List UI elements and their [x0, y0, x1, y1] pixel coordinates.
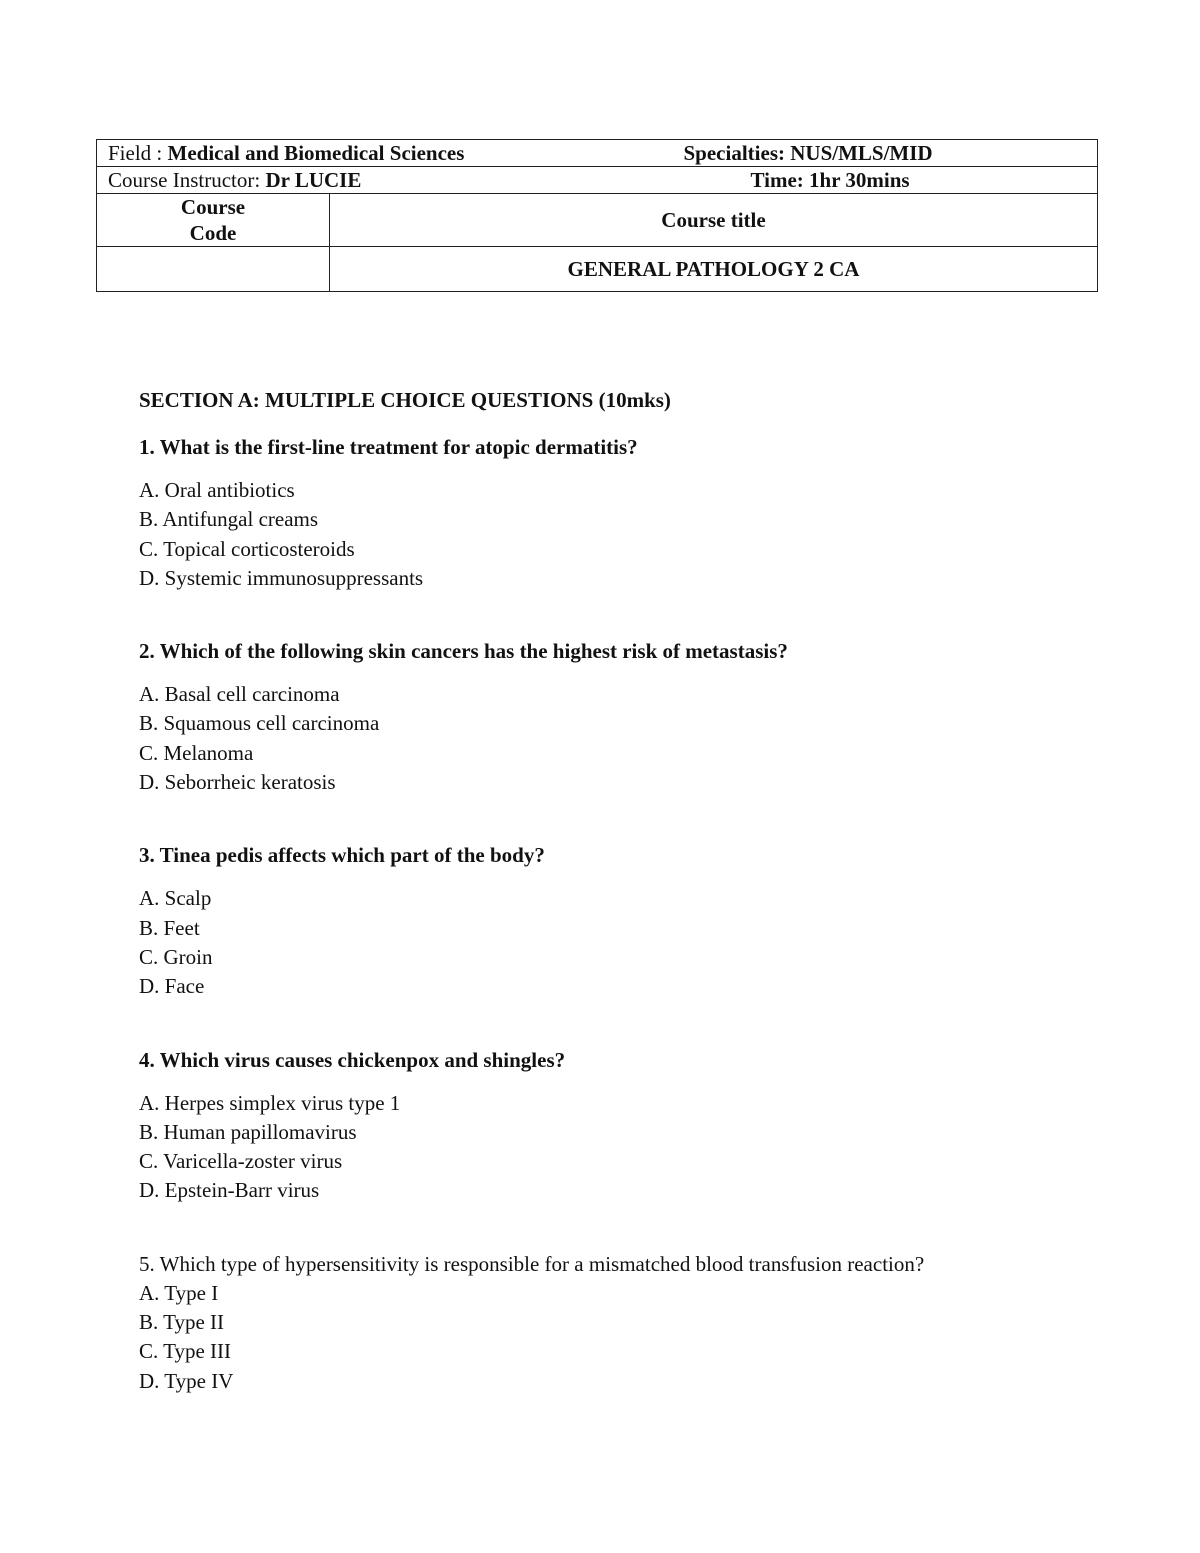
question-text: 3. Tinea pedis affects which part of the body?	[139, 843, 545, 868]
option-c: C. Melanoma	[139, 740, 254, 765]
option-list	[139, 884, 1139, 1001]
option-d: D. Epstein-Barr virus	[139, 1178, 320, 1203]
question-block-4	[139, 1046, 1139, 1206]
question-block-5	[139, 1250, 1139, 1396]
time-label: Time: 1hr 30mins	[750, 168, 910, 192]
option-d: D. Type IV	[139, 1368, 234, 1393]
question-text: 4. Which virus causes chickenpox and shingles?	[139, 1047, 566, 1072]
course-heading-row	[97, 194, 1098, 247]
course-title-value: GENERAL PATHOLOGY 2 CA	[330, 247, 1098, 292]
instructor-cell	[97, 167, 1098, 194]
option-c: C. Varicella-zoster virus	[139, 1149, 343, 1174]
exam-header-table	[96, 139, 1098, 292]
question-text: 5. Which type of hypersensitivity is responsible for a mismatched blood transfusion reaction?	[139, 1251, 925, 1276]
question-block-1	[139, 433, 1139, 593]
exam-content	[139, 386, 1139, 1440]
option-b: B. Human papillomavirus	[139, 1119, 357, 1144]
option-a: A. Scalp	[139, 886, 212, 911]
question-block-3	[139, 841, 1139, 1001]
course-title-heading: Course title	[330, 194, 1098, 247]
field-value: Medical and Biomedical Sciences	[167, 141, 465, 165]
course-code-value	[97, 247, 330, 292]
instructor-value: Dr LUCIE	[265, 168, 362, 192]
field-row	[97, 140, 1098, 167]
question-block-2	[139, 637, 1139, 797]
option-c: C. Topical corticosteroids	[139, 536, 355, 561]
course-code-line1: Course	[180, 195, 246, 219]
option-list	[139, 1279, 1139, 1396]
option-list	[139, 476, 1139, 593]
option-a: A. Basal cell carcinoma	[139, 682, 340, 707]
course-code-line2: Code	[189, 221, 237, 245]
instructor-label: Course Instructor:	[108, 168, 266, 192]
option-list	[139, 680, 1139, 797]
option-b: B. Squamous cell carcinoma	[139, 711, 380, 736]
specialties-label: Specialties: NUS/MLS/MID	[683, 141, 933, 165]
option-c: C. Groin	[139, 944, 213, 969]
option-b: B. Antifungal creams	[139, 507, 319, 532]
section-title: SECTION A: MULTIPLE CHOICE QUESTIONS (10mks)	[139, 388, 671, 412]
instructor-row	[97, 167, 1098, 194]
option-a: A. Herpes simplex virus type 1	[139, 1090, 401, 1115]
option-b: B. Feet	[139, 915, 200, 940]
question-text: 1. What is the first-line treatment for atopic dermatitis?	[139, 435, 638, 459]
option-d: D. Face	[139, 974, 205, 999]
course-value-row	[97, 247, 1098, 292]
option-a: A. Oral antibiotics	[139, 478, 295, 502]
question-text: 2. Which of the following skin cancers has the highest risk of metastasis?	[139, 639, 788, 664]
option-d: D. Systemic immunosuppressants	[139, 565, 424, 590]
option-a: A. Type I	[139, 1280, 219, 1305]
option-list	[139, 1089, 1139, 1206]
option-c: C. Type III	[139, 1339, 232, 1364]
course-code-heading	[97, 194, 330, 247]
option-d: D. Seborrheic keratosis	[139, 770, 336, 795]
field-cell	[97, 140, 1098, 167]
option-b: B. Type II	[139, 1310, 225, 1335]
field-label: Field :	[108, 141, 168, 165]
